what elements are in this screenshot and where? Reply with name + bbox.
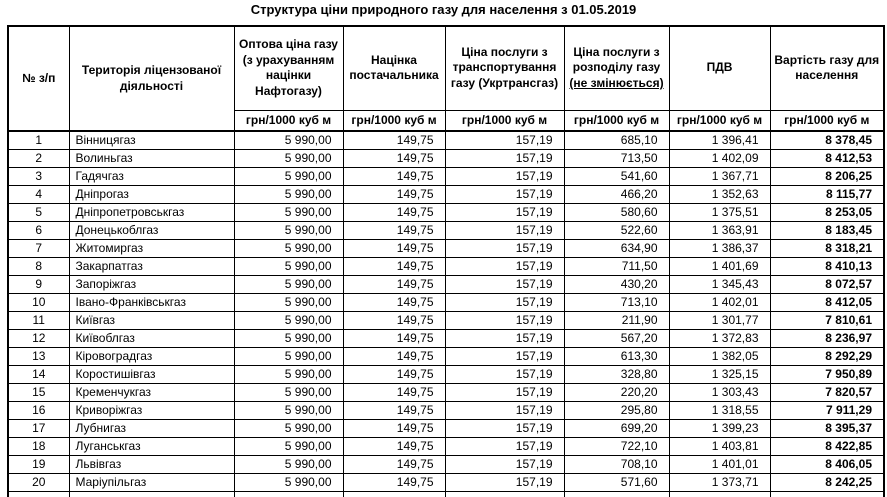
vat-cell: 1 401,01: [669, 455, 770, 473]
row-number-cell: 6: [8, 221, 69, 239]
transport-price-cell: 157,19: [445, 185, 564, 203]
territory-cell: Кіровоградгаз: [69, 347, 234, 365]
table-row: [8, 203, 884, 221]
territory-cell: Дніпропетровськгаз: [69, 203, 234, 221]
col-header-distribution-price: [564, 26, 669, 110]
supplier-markup-cell: 149,75: [343, 203, 445, 221]
wholesale-price-cell: 5 990,00: [234, 149, 343, 167]
vat-cell: 1 373,71: [669, 473, 770, 491]
distribution-price-cell: 699,20: [564, 419, 669, 437]
total-price-cell: 8 292,29: [770, 347, 884, 365]
total-price-cell: 8 115,77: [770, 185, 884, 203]
total-price-cell: 8 406,05: [770, 455, 884, 473]
distribution-price-cell: 634,90: [564, 239, 669, 257]
total-price-cell: 8 072,57: [770, 275, 884, 293]
supplier-markup-cell: 149,75: [343, 221, 445, 239]
table-row: [8, 383, 884, 401]
distribution-price-cell: 211,90: [564, 311, 669, 329]
table-row: [8, 221, 884, 239]
total-price-cell: 8 253,05: [770, 203, 884, 221]
table-row: [8, 293, 884, 311]
row-number-cell: 14: [8, 365, 69, 383]
territory-cell: Гадячгаз: [69, 167, 234, 185]
row-number-cell: 19: [8, 455, 69, 473]
col-header-supplier-markup: Націнка постачальника: [343, 26, 445, 110]
vat-cell: 1 325,15: [669, 365, 770, 383]
territory-cell: Київгаз: [69, 311, 234, 329]
wholesale-price-cell: 5 990,00: [234, 419, 343, 437]
table-header: [8, 26, 884, 131]
supplier-markup-cell: 149,75: [343, 185, 445, 203]
table-body: [8, 131, 884, 497]
wholesale-price-cell: 5 990,00: [234, 383, 343, 401]
supplier-markup-cell: 149,75: [343, 167, 445, 185]
distribution-price-cell: 328,80: [564, 365, 669, 383]
distribution-price-cell: 466,20: [564, 185, 669, 203]
supplier-markup-cell: 149,75: [343, 311, 445, 329]
transport-price-cell: 157,19: [445, 149, 564, 167]
vat-cell: 1 367,71: [669, 167, 770, 185]
vat-cell: 1 363,91: [669, 221, 770, 239]
distribution-price-cell: 522,60: [564, 221, 669, 239]
transport-price-cell: 157,19: [445, 293, 564, 311]
empty-cell: [8, 491, 69, 497]
col-header-row-number: № з/п: [8, 26, 69, 131]
total-price-cell: 7 950,89: [770, 365, 884, 383]
total-price-cell: 8 412,53: [770, 149, 884, 167]
territory-cell: Кременчукгаз: [69, 383, 234, 401]
row-number-cell: 17: [8, 419, 69, 437]
row-number-cell: 8: [8, 257, 69, 275]
wholesale-price-cell: 5 990,00: [234, 131, 343, 149]
distribution-price-cell: 713,50: [564, 149, 669, 167]
total-price-cell: 8 236,97: [770, 329, 884, 347]
empty-cell: [669, 491, 770, 497]
wholesale-price-cell: 5 990,00: [234, 293, 343, 311]
row-number-cell: 10: [8, 293, 69, 311]
vat-cell: 1 382,05: [669, 347, 770, 365]
table-row: [8, 401, 884, 419]
transport-price-cell: 157,19: [445, 167, 564, 185]
row-number-cell: 7: [8, 239, 69, 257]
row-number-cell: 9: [8, 275, 69, 293]
vat-cell: 1 403,81: [669, 437, 770, 455]
supplier-markup-cell: 149,75: [343, 347, 445, 365]
wholesale-price-cell: 5 990,00: [234, 329, 343, 347]
transport-price-cell: 157,19: [445, 131, 564, 149]
territory-cell: Луганськгаз: [69, 437, 234, 455]
supplier-markup-cell: 149,75: [343, 383, 445, 401]
unit-header-vat: грн/1000 куб м: [669, 110, 770, 131]
supplier-markup-cell: 149,75: [343, 257, 445, 275]
total-price-cell: 8 395,37: [770, 419, 884, 437]
row-number-cell: 20: [8, 473, 69, 491]
territory-cell: Маріупільгаз: [69, 473, 234, 491]
row-number-cell: 12: [8, 329, 69, 347]
wholesale-price-cell: 5 990,00: [234, 275, 343, 293]
supplier-markup-cell: 149,75: [343, 329, 445, 347]
row-number-cell: 13: [8, 347, 69, 365]
table-row: [8, 347, 884, 365]
table-row: [8, 275, 884, 293]
distribution-price-cell: 430,20: [564, 275, 669, 293]
total-price-cell: 8 422,85: [770, 437, 884, 455]
territory-cell: Київоблгаз: [69, 329, 234, 347]
wholesale-price-cell: 5 990,00: [234, 257, 343, 275]
territory-cell: Закарпатгаз: [69, 257, 234, 275]
vat-cell: 1 303,43: [669, 383, 770, 401]
transport-price-cell: 157,19: [445, 203, 564, 221]
distribution-label: Ціна послуги з розподілу газу: [572, 44, 661, 75]
wholesale-price-cell: 5 990,00: [234, 347, 343, 365]
table-row: [8, 257, 884, 275]
row-number-cell: 11: [8, 311, 69, 329]
territory-cell: Криворіжгаз: [69, 401, 234, 419]
wholesale-price-cell: 5 990,00: [234, 473, 343, 491]
supplier-markup-cell: 149,75: [343, 365, 445, 383]
territory-cell: Житомиргаз: [69, 239, 234, 257]
distribution-price-cell: 220,20: [564, 383, 669, 401]
wholesale-price-cell: 5 990,00: [234, 401, 343, 419]
distribution-price-cell: 541,60: [564, 167, 669, 185]
transport-price-cell: 157,19: [445, 221, 564, 239]
table-row: [8, 131, 884, 149]
distribution-price-cell: 722,10: [564, 437, 669, 455]
transport-price-cell: 157,19: [445, 401, 564, 419]
empty-cell: [445, 491, 564, 497]
distribution-price-cell: 571,60: [564, 473, 669, 491]
territory-cell: Дніпрогаз: [69, 185, 234, 203]
vat-cell: 1 375,51: [669, 203, 770, 221]
table-row: [8, 185, 884, 203]
territory-cell: Львівгаз: [69, 455, 234, 473]
vat-cell: 1 372,83: [669, 329, 770, 347]
territory-cell: Донецькоблгаз: [69, 221, 234, 239]
wholesale-price-cell: 5 990,00: [234, 203, 343, 221]
unit-header-distribution: грн/1000 куб м: [564, 110, 669, 131]
total-price-cell: 7 820,57: [770, 383, 884, 401]
territory-cell: Лубнигаз: [69, 419, 234, 437]
wholesale-price-cell: 5 990,00: [234, 365, 343, 383]
row-number-cell: 3: [8, 167, 69, 185]
unit-header-wholesale: грн/1000 куб м: [234, 110, 343, 131]
vat-cell: 1 396,41: [669, 131, 770, 149]
total-price-cell: 8 412,05: [770, 293, 884, 311]
total-price-cell: 8 242,25: [770, 473, 884, 491]
row-number-cell: 5: [8, 203, 69, 221]
unit-header-markup: грн/1000 куб м: [343, 110, 445, 131]
table-row: [8, 239, 884, 257]
total-price-cell: 7 911,29: [770, 401, 884, 419]
table-row: [8, 149, 884, 167]
table-row: [8, 167, 884, 185]
supplier-markup-cell: 149,75: [343, 293, 445, 311]
empty-cell: [343, 491, 445, 497]
table-row: [8, 365, 884, 383]
vat-cell: 1 402,01: [669, 293, 770, 311]
col-header-territory: Територія ліцензованої діяльності: [69, 26, 234, 131]
distribution-price-cell: 580,60: [564, 203, 669, 221]
row-number-cell: 2: [8, 149, 69, 167]
table-row: [8, 473, 884, 491]
distribution-note: (не змінюється): [569, 76, 664, 91]
transport-price-cell: 157,19: [445, 257, 564, 275]
page-title: Структура ціни природного газу для населення з 01.05.2019: [250, 2, 637, 17]
supplier-markup-cell: 149,75: [343, 131, 445, 149]
supplier-markup-cell: 149,75: [343, 455, 445, 473]
territory-cell: Запоріжгаз: [69, 275, 234, 293]
distribution-price-cell: 567,20: [564, 329, 669, 347]
wholesale-price-cell: 5 990,00: [234, 437, 343, 455]
transport-price-cell: 157,19: [445, 275, 564, 293]
distribution-price-cell: 711,50: [564, 257, 669, 275]
empty-cell: [69, 491, 234, 497]
col-header-wholesale-price: Оптова ціна газу (з урахуванням націнки Нафтогазу): [234, 26, 343, 110]
gas-price-table: [7, 25, 885, 497]
transport-price-cell: 157,19: [445, 329, 564, 347]
transport-price-cell: 157,19: [445, 419, 564, 437]
table-row-partial: [8, 491, 884, 497]
col-header-transport-price: Ціна послуги з транспортування газу (Укртрансгаз): [445, 26, 564, 110]
transport-price-cell: 157,19: [445, 383, 564, 401]
distribution-price-cell: 713,10: [564, 293, 669, 311]
vat-cell: 1 386,37: [669, 239, 770, 257]
empty-cell: [564, 491, 669, 497]
total-price-cell: 8 410,13: [770, 257, 884, 275]
empty-cell: [770, 491, 884, 497]
vat-cell: 1 402,09: [669, 149, 770, 167]
transport-price-cell: 157,19: [445, 473, 564, 491]
table-row: [8, 311, 884, 329]
wholesale-price-cell: 5 990,00: [234, 455, 343, 473]
transport-price-cell: 157,19: [445, 347, 564, 365]
territory-cell: Вінницягаз: [69, 131, 234, 149]
wholesale-price-cell: 5 990,00: [234, 167, 343, 185]
total-price-cell: 8 378,45: [770, 131, 884, 149]
wholesale-price-cell: 5 990,00: [234, 239, 343, 257]
wholesale-price-cell: 5 990,00: [234, 185, 343, 203]
row-number-cell: 4: [8, 185, 69, 203]
row-number-cell: 1: [8, 131, 69, 149]
header-row: [8, 26, 884, 110]
empty-cell: [234, 491, 343, 497]
total-price-cell: 8 206,25: [770, 167, 884, 185]
distribution-price-cell: 295,80: [564, 401, 669, 419]
total-price-cell: 8 183,45: [770, 221, 884, 239]
unit-header-total: грн/1000 куб м: [770, 110, 884, 131]
col-header-total-price: Вартість газу для населення: [770, 26, 884, 110]
wholesale-price-cell: 5 990,00: [234, 221, 343, 239]
vat-cell: 1 352,63: [669, 185, 770, 203]
vat-cell: 1 301,77: [669, 311, 770, 329]
vat-cell: 1 318,55: [669, 401, 770, 419]
unit-header-transport: грн/1000 куб м: [445, 110, 564, 131]
col-header-vat: ПДВ: [669, 26, 770, 110]
row-number-cell: 15: [8, 383, 69, 401]
supplier-markup-cell: 149,75: [343, 149, 445, 167]
vat-cell: 1 401,69: [669, 257, 770, 275]
table-row: [8, 419, 884, 437]
transport-price-cell: 157,19: [445, 455, 564, 473]
vat-cell: 1 399,23: [669, 419, 770, 437]
table-row: [8, 455, 884, 473]
distribution-price-cell: 613,30: [564, 347, 669, 365]
territory-cell: Івано-Франківськгаз: [69, 293, 234, 311]
supplier-markup-cell: 149,75: [343, 437, 445, 455]
supplier-markup-cell: 149,75: [343, 419, 445, 437]
wholesale-price-cell: 5 990,00: [234, 311, 343, 329]
supplier-markup-cell: 149,75: [343, 239, 445, 257]
table-row: [8, 437, 884, 455]
distribution-price-cell: 708,10: [564, 455, 669, 473]
total-price-cell: 7 810,61: [770, 311, 884, 329]
territory-cell: Волиньгаз: [69, 149, 234, 167]
supplier-markup-cell: 149,75: [343, 473, 445, 491]
supplier-markup-cell: 149,75: [343, 275, 445, 293]
row-number-cell: 16: [8, 401, 69, 419]
supplier-markup-cell: 149,75: [343, 401, 445, 419]
distribution-price-cell: 685,10: [564, 131, 669, 149]
territory-cell: Коростишівгаз: [69, 365, 234, 383]
transport-price-cell: 157,19: [445, 311, 564, 329]
transport-price-cell: 157,19: [445, 365, 564, 383]
transport-price-cell: 157,19: [445, 239, 564, 257]
table-row: [8, 329, 884, 347]
vat-cell: 1 345,43: [669, 275, 770, 293]
transport-price-cell: 157,19: [445, 437, 564, 455]
row-number-cell: 18: [8, 437, 69, 455]
total-price-cell: 8 318,21: [770, 239, 884, 257]
